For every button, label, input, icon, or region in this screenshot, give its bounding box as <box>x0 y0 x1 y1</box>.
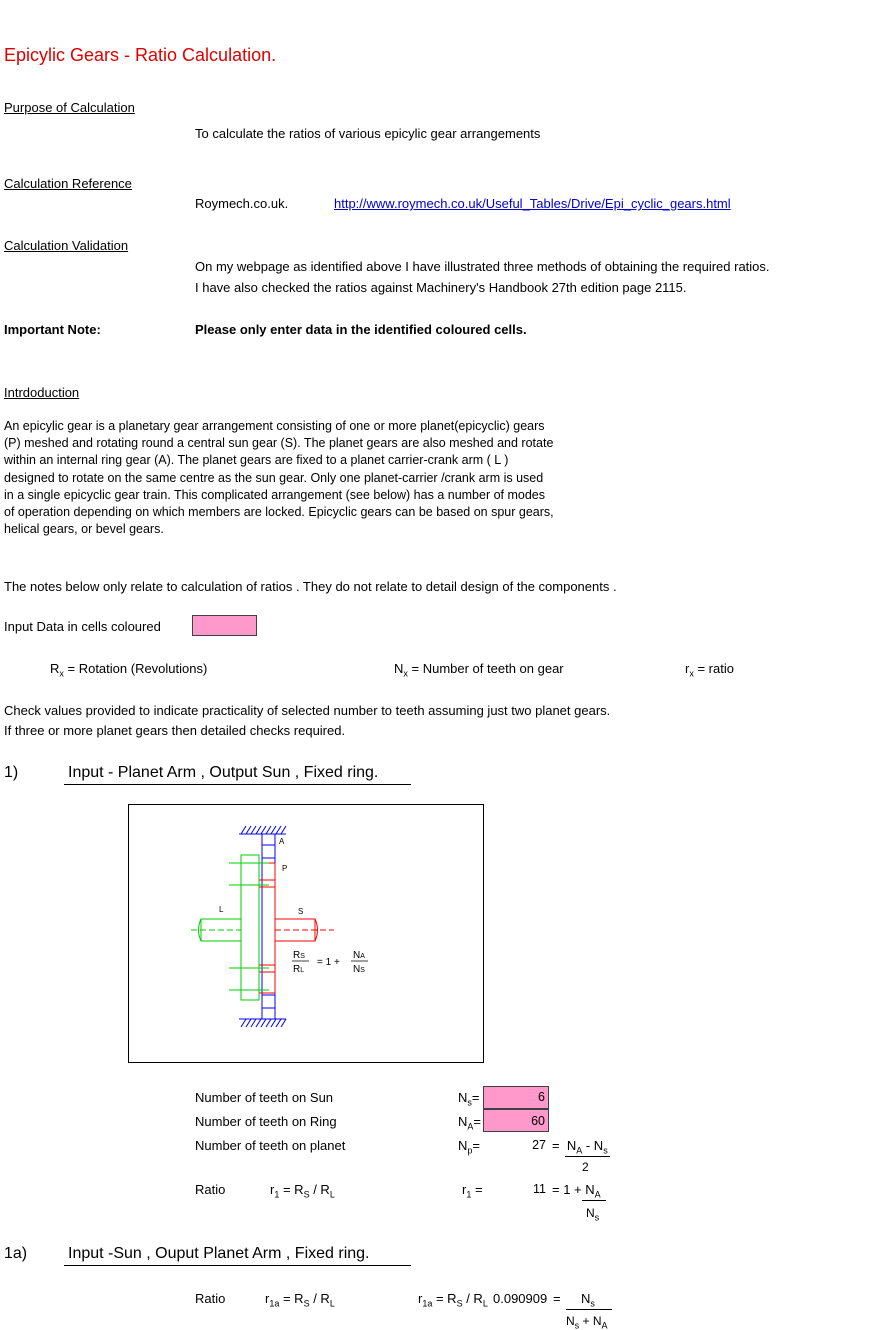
note-text: Please only enter data in the identified coloured cells. <box>195 322 527 337</box>
validation-line-1: On my webpage as identified above I have illustrated three methods of obtaining the required ratios. <box>195 259 770 274</box>
planet-gear <box>259 863 275 993</box>
def-teeth: $N_x$ = Number of teeth on gear <box>394 661 564 679</box>
ring-teeth-value: 60 <box>531 1114 545 1128</box>
row-ring-label: Number of teeth on Ring <box>195 1114 337 1129</box>
purpose-label: Purpose of Calculation <box>4 100 135 115</box>
intro-notes: The notes below only relate to calculation of ratios . They do not relate to detail design of the components . <box>4 579 617 594</box>
svg-text:NA: NA <box>353 950 365 961</box>
planet-formula-denominator: 2 <box>582 1160 589 1174</box>
row-planet-label: Number of teeth on planet <box>195 1138 346 1153</box>
validation-line-2: I have also checked the ratios against Machinery's Handbook 27th edition page 2115. <box>195 280 687 295</box>
intro-paragraph: An epicylic gear is a planetary gear arrangement consisting of one or more planet(epicyclic) gears (P) meshed and rotating round a central sun gear (S). The planet gears are also meshed and rotate within an internal ring gear (A). The planet gears are fixed to a planet carrier-crank arm ( L ) designed to rotate on the same centre as the sun gear. Only one planet-carrier /crank arm is used in a single epicyclic gear train. This complicated arrangement (see below) has a number of modes of operation depending on which members are locked. Epicyclic gears can be based on spur gears, helical gears, or bevel gears. <box>4 419 554 537</box>
def-rotation: $R_x$ = Rotation (Revolutions) <box>50 661 208 679</box>
bottom-hatch <box>239 1019 286 1027</box>
section1a-number: 1a) <box>4 1245 28 1262</box>
def-ratio: $r_x$ = ratio <box>685 661 734 679</box>
planet-formula-bar <box>565 1156 610 1157</box>
ratio1a-formula-bar <box>566 1309 612 1310</box>
reference-source: Roymech.co.uk. <box>195 196 289 211</box>
svg-text:= 1 +: = 1 + <box>317 957 340 968</box>
ratio1a-numerator: $N_s$ <box>581 1291 595 1309</box>
svg-text:NS: NS <box>353 964 365 975</box>
input-legend-swatch <box>192 615 257 636</box>
input-legend: Input Data in cells coloured <box>4 619 161 634</box>
validation-label: Calculation Validation <box>4 238 129 253</box>
reference-label: Calculation Reference <box>4 176 132 191</box>
ratio1-label: Ratio <box>195 1182 226 1197</box>
intro-heading: Intrdoduction <box>4 385 80 400</box>
planet-teeth-value: 27 <box>532 1138 546 1152</box>
ratio1-definition: $r_1 = R_S / R_L$ <box>270 1182 335 1200</box>
ring-gear <box>262 834 275 1019</box>
ratio1a-symbol: $r_{1a} = R_S / R_L$ <box>418 1291 488 1309</box>
ratio1a-denominator: $N_s + N_A$ <box>566 1314 608 1330</box>
planet-arm <box>191 855 269 1000</box>
ratio1-formula-bar <box>582 1200 606 1201</box>
section1a-heading: Input -Sun , Ouput Planet Arm , Fixed ring. <box>68 1245 369 1263</box>
sun-shaft <box>275 919 334 941</box>
check-line-1: Check values provided to indicate practicality of selected number to teeth assuming just two planet gears. <box>4 703 611 718</box>
ratio1a-value: 0.090909 <box>493 1291 548 1306</box>
row-sun-symbol: $N_s=$ <box>458 1090 480 1108</box>
section1-heading: Input - Planet Arm , Output Sun , Fixed ring. <box>68 764 378 782</box>
ratio1-formula: = $1 + N_A$ <box>552 1182 601 1200</box>
gear-diagram-svg <box>129 805 483 1062</box>
sun-teeth-value: 6 <box>538 1090 545 1104</box>
top-hatch <box>239 826 286 834</box>
section1a-heading-underline <box>64 1265 411 1266</box>
check-line-2: If three or more planet gears then detailed checks required. <box>4 723 346 738</box>
note-label: Important Note: <box>4 322 101 337</box>
label-S: S <box>298 907 304 916</box>
section1-number: 1) <box>4 764 19 781</box>
ratio1a-label: Ratio <box>195 1291 226 1306</box>
purpose-text: To calculate the ratios of various epicylic gear arrangements <box>195 126 541 141</box>
label-P: P <box>282 864 288 873</box>
row-planet-symbol: $N_p=$ <box>458 1138 480 1156</box>
label-L: L <box>219 905 224 914</box>
ratio1-symbol: $r_1$ = <box>462 1182 483 1200</box>
ratio1-formula-denominator: $N_s$ <box>586 1206 600 1223</box>
svg-text:RS: RS <box>293 950 305 961</box>
planet-formula: = $N_A - N_s$ <box>552 1138 608 1156</box>
svg-text:RL: RL <box>293 964 305 975</box>
ratio1-value: 11 <box>533 1182 546 1196</box>
diagram-equation <box>292 950 368 975</box>
label-A: A <box>279 837 285 846</box>
ratio1a-definition: $r_{1a} = R_S / R_L$ <box>265 1291 335 1309</box>
gear-diagram <box>128 804 484 1063</box>
row-sun-label: Number of teeth on Sun <box>195 1090 334 1105</box>
reference-link[interactable]: http://www.roymech.co.uk/Useful_Tables/Drive/Epi_cyclic_gears.html <box>334 196 731 211</box>
section1-heading-underline <box>64 784 411 785</box>
page-title: Epicylic Gears - Ratio Calculation. <box>4 45 277 65</box>
row-ring-symbol: $N_A=$ <box>458 1114 481 1132</box>
ratio1a-equals: = <box>553 1291 561 1306</box>
